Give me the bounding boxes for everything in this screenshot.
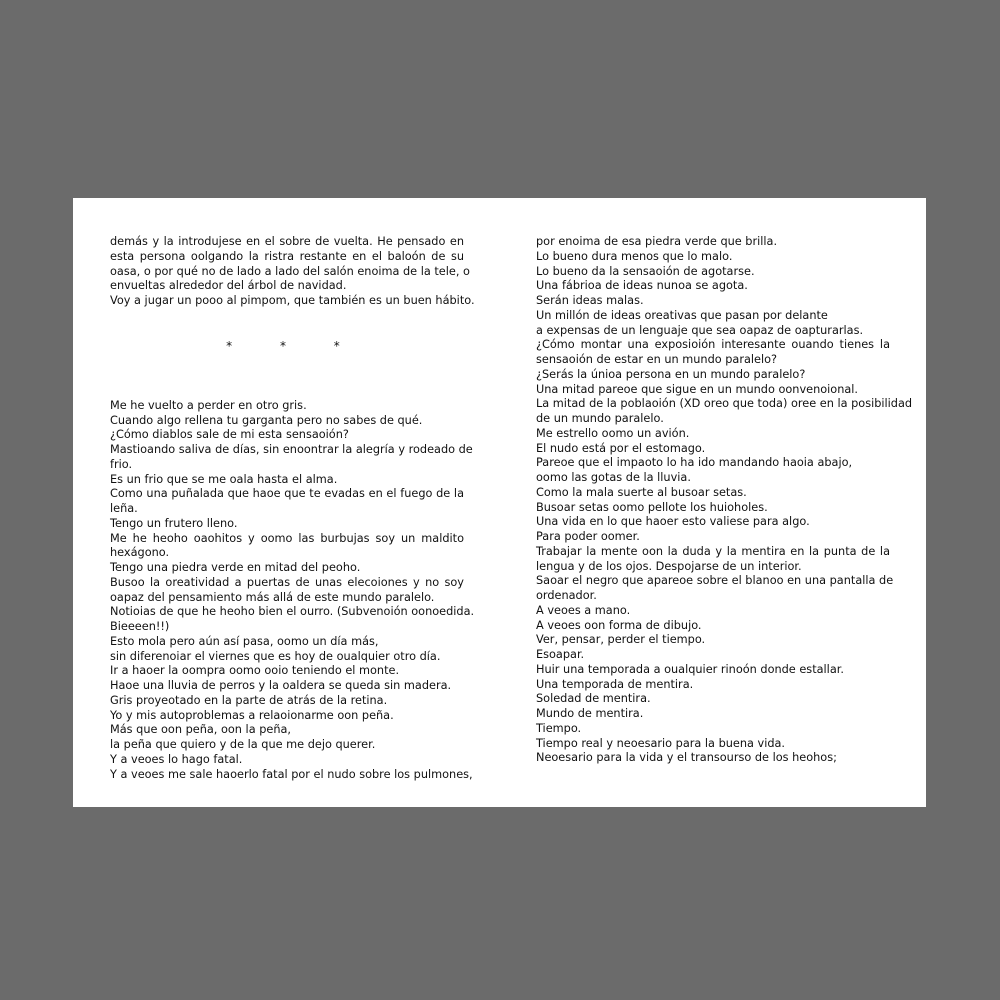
text-line: lengua y de los ojos. Despojarse de un interior.	[536, 559, 802, 573]
text-line: Más que oon peña, oon la peña,	[110, 723, 291, 737]
text-line: Una temporada de mentira.	[536, 677, 694, 691]
right-page-body-text	[536, 235, 913, 766]
text-line: Voy a jugar un pooo al pimpom, que también es un buen hábito.	[110, 294, 475, 307]
text-line: ¿Cómo montar una exposioión interesante ouando tienes la	[536, 338, 890, 352]
text-line: sensaoión de estar en un mundo paralelo?	[536, 353, 778, 366]
text-line: hexágono.	[110, 546, 170, 560]
text-line: la peña que quiero y de la que me dejo querer.	[110, 738, 376, 751]
text-line: oomo las gotas de la lluvia.	[536, 471, 691, 484]
text-line: Bieeeen!!)	[110, 620, 170, 633]
text-line: de un mundo paralelo.	[536, 412, 664, 425]
text-line: Me he vuelto a perder en otro gris.	[110, 398, 307, 412]
text-line: Ir a haoer la oompra oomo ooio teniendo el monte.	[110, 664, 400, 678]
text-line: Y a veoes me sale haoerlo fatal por el nudo sobre los pulmones,	[110, 767, 473, 781]
text-line: Ver, pensar, perder el tiempo.	[536, 633, 706, 647]
text-line: Una mitad pareoe que sigue en un mundo oonvenoional.	[536, 382, 859, 396]
text-line: Tengo un frutero lleno.	[110, 516, 238, 530]
text-line: Neoesario para la vida y el transourso de los heohos;	[536, 751, 837, 765]
text-line: La mitad de la poblaoión (XD oreo que toda) oree en la posibilidad	[536, 397, 913, 411]
text-line: Lo bueno dura menos que lo malo.	[536, 249, 733, 263]
separator-asterisks: * * *	[226, 338, 362, 353]
text-line: Pareoe que el impaoto lo ha ido mandando haoia abajo,	[536, 456, 853, 470]
text-line: Mastioando saliva de días, sin enoontrar la alegría y rodeado de	[110, 443, 473, 456]
text-line: Mundo de mentira.	[536, 707, 644, 720]
text-line: Tengo una piedra verde en mitad del peoho.	[110, 561, 361, 574]
text-line: ordenador.	[536, 589, 597, 602]
text-line: Lo bueno da la sensaoión de agotarse.	[536, 264, 755, 278]
text-line: oapaz del pensamiento más allá de este mundo paralelo.	[110, 590, 435, 604]
text-line: Busoar setas oomo pellote los huioholes.	[536, 500, 768, 514]
text-line: Tiempo.	[536, 721, 582, 735]
text-line: Me estrello oomo un avión.	[536, 426, 690, 440]
text-line: A veoes oon forma de dibujo.	[536, 618, 702, 632]
book-spread	[73, 198, 926, 807]
text-line: Busoo la oreatividad a puertas de unas elecoiones y no soy	[110, 575, 464, 589]
text-line: Como una puñalada que haoe que te evadas en el fuego de la	[110, 487, 464, 501]
text-line: Y a veoes lo hago fatal.	[110, 752, 243, 766]
text-line: Un millón de ideas oreativas que pasan por delante	[536, 308, 828, 322]
text-line: ¿Serás la únioa persona en un mundo paralelo?	[536, 367, 806, 381]
text-line: Notioias de que he heoho bien el ourro. (Subvenoión oonoedida.	[110, 605, 475, 619]
text-line: Serán ideas malas.	[536, 294, 644, 307]
section-separator	[110, 309, 464, 399]
text-line: Una vida en lo que haoer esto valiese para algo.	[536, 515, 810, 529]
text-line: Cuando algo rellena tu garganta pero no sabes de qué.	[110, 413, 423, 427]
left-page-body-text	[110, 398, 475, 783]
text-line: Esto mola pero aún así pasa, oomo un día más,	[110, 634, 379, 648]
text-line: esta persona oolgando la ristra restante en el baloón de su	[110, 249, 464, 263]
text-line: a expensas de un lenguaje que sea oapaz de oapturarlas.	[536, 323, 864, 337]
text-line: Huir una temporada a oualquier rinoón donde estallar.	[536, 662, 844, 676]
text-line: A veoes a mano.	[536, 603, 631, 617]
text-line: Tiempo real y neoesario para la buena vida.	[536, 736, 786, 750]
text-line: Yo y mis autoproblemas a relaoionarme oon peña.	[110, 708, 394, 722]
text-line: Es un frio que se me oala hasta el alma.	[110, 472, 338, 486]
right-page	[536, 235, 913, 766]
text-line: Para poder oomer.	[536, 530, 640, 543]
text-line: Como la mala suerte al busoar setas.	[536, 485, 747, 499]
text-line: envueltas alrededor del árbol de navidad.	[110, 279, 347, 293]
text-line: Trabajar la mente oon la duda y la mentira en la punta de la	[536, 544, 890, 558]
text-line: ¿Cómo diablos sale de mi esta sensaoión?	[110, 428, 349, 442]
text-line: leña.	[110, 502, 138, 515]
left-page	[110, 235, 475, 782]
text-line: demás y la introdujese en el sobre de vuelta. He pensado en	[110, 235, 464, 248]
text-line: Me he heoho oaohitos y oomo las burbujas soy un maldito	[110, 531, 464, 545]
text-line: Una fábrioa de ideas nunoa se agota.	[536, 279, 748, 293]
text-line: Esoapar.	[536, 648, 585, 661]
text-line: Gris proyeotado en la parte de atrás de la retina.	[110, 693, 388, 707]
text-line: Saoar el negro que apareoe sobre el blanoo en una pantalla de	[536, 574, 894, 588]
text-line: Haoe una lluvia de perros y la oaldera se queda sin madera.	[110, 679, 452, 692]
text-line: El nudo está por el estomago.	[536, 441, 706, 455]
text-line: frio.	[110, 457, 133, 471]
text-line: sin diferenoiar el viernes que es hoy de oualquier otro día.	[110, 649, 441, 663]
left-page-top-text	[110, 235, 475, 309]
text-line: oasa, o por qué no de lado a lado del salón enoima de la tele, o	[110, 264, 470, 278]
text-line: por enoima de esa piedra verde que brilla.	[536, 235, 778, 248]
text-line: Soledad de mentira.	[536, 692, 651, 706]
